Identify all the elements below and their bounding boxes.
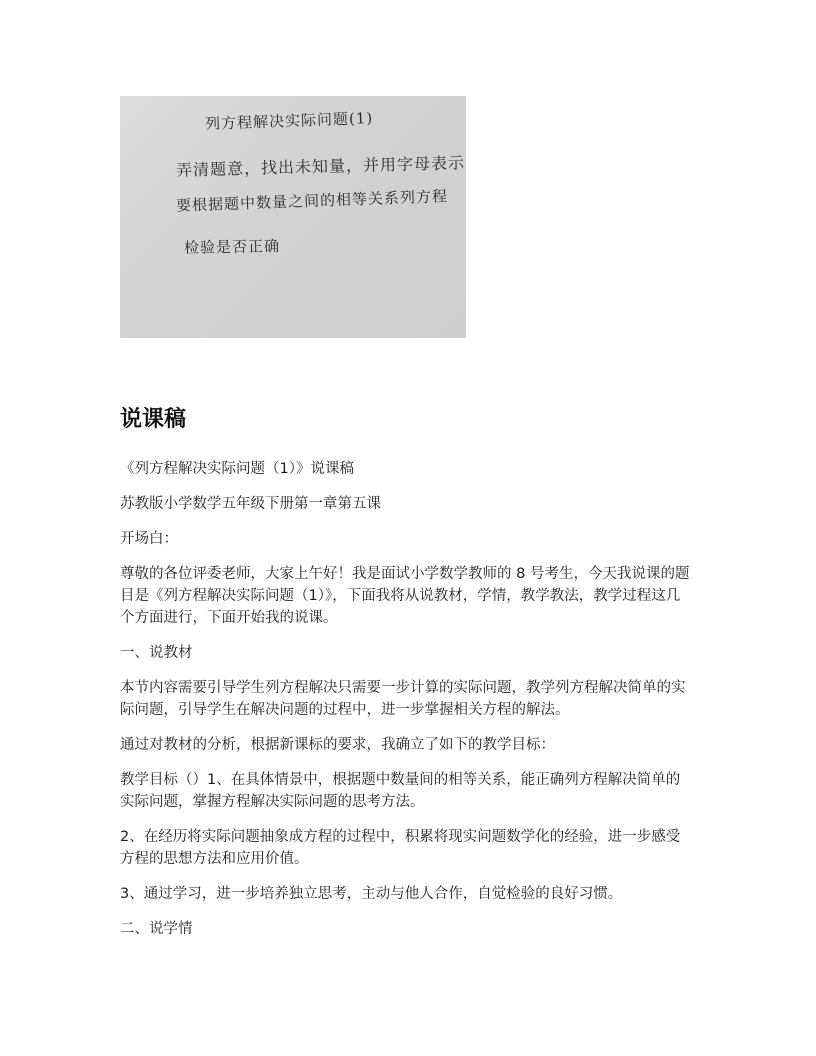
handwritten-line: 检验是否正确 [183,237,281,257]
paragraph: 通过对教材的分析，根据新课标的要求，我确立了如下的教学目标： [120,737,555,753]
paragraph: 本节内容需要引导学生列方程解决只需要一步计算的实际问题，教学列方程解决简单的实际问题，引导学生在解决问题的过程中，进一步掌握相关方程的解法。 [120,680,686,718]
section-heading: 二、说学情 [120,921,193,937]
paragraph: 开场白： [120,531,178,547]
handwritten-line: 弄清题意，找出未知量，并用字母表示 [175,153,466,180]
paragraph: 《列方程解决实际问题（1）》说课稿 [120,461,354,477]
document-body [120,458,692,953]
handwritten-line: 要根据题中数量之间的相等关系列方程 [175,187,449,215]
document-title: 说课稿 [120,407,187,432]
paragraph: 3、通过学习，进一步培养独立思考，主动与他人合作，自觉检验的良好习惯。 [120,886,623,902]
paragraph: 尊敬的各位评委老师，大家上午好！我是面试小学数学教师的 8 号考生，今天我说课的题目是《列方程解决实际问题（1）》，下面我将从说教材，学情，教学教法，教学过程这几个方面进行，下面开始我的说课。 [120,566,690,626]
paragraph: 教学目标（）1、在具体情景中，根据题中数量间的相等关系，能正确列方程解决简单的实际问题，掌握方程解决实际问题的思考方法。 [120,772,681,810]
paragraph: 2、在经历将实际问题抽象成方程的过程中，积累将现实问题数学化的经验，进一步感受方程的思想方法和应用价值。 [120,829,681,867]
section-heading: 一、说教材 [120,645,193,661]
handwritten-notes-photo [120,96,466,338]
handwritten-line: 列方程解决实际问题(1) [204,109,374,133]
paragraph: 苏教版小学数学五年级下册第一章第五课 [120,496,381,512]
